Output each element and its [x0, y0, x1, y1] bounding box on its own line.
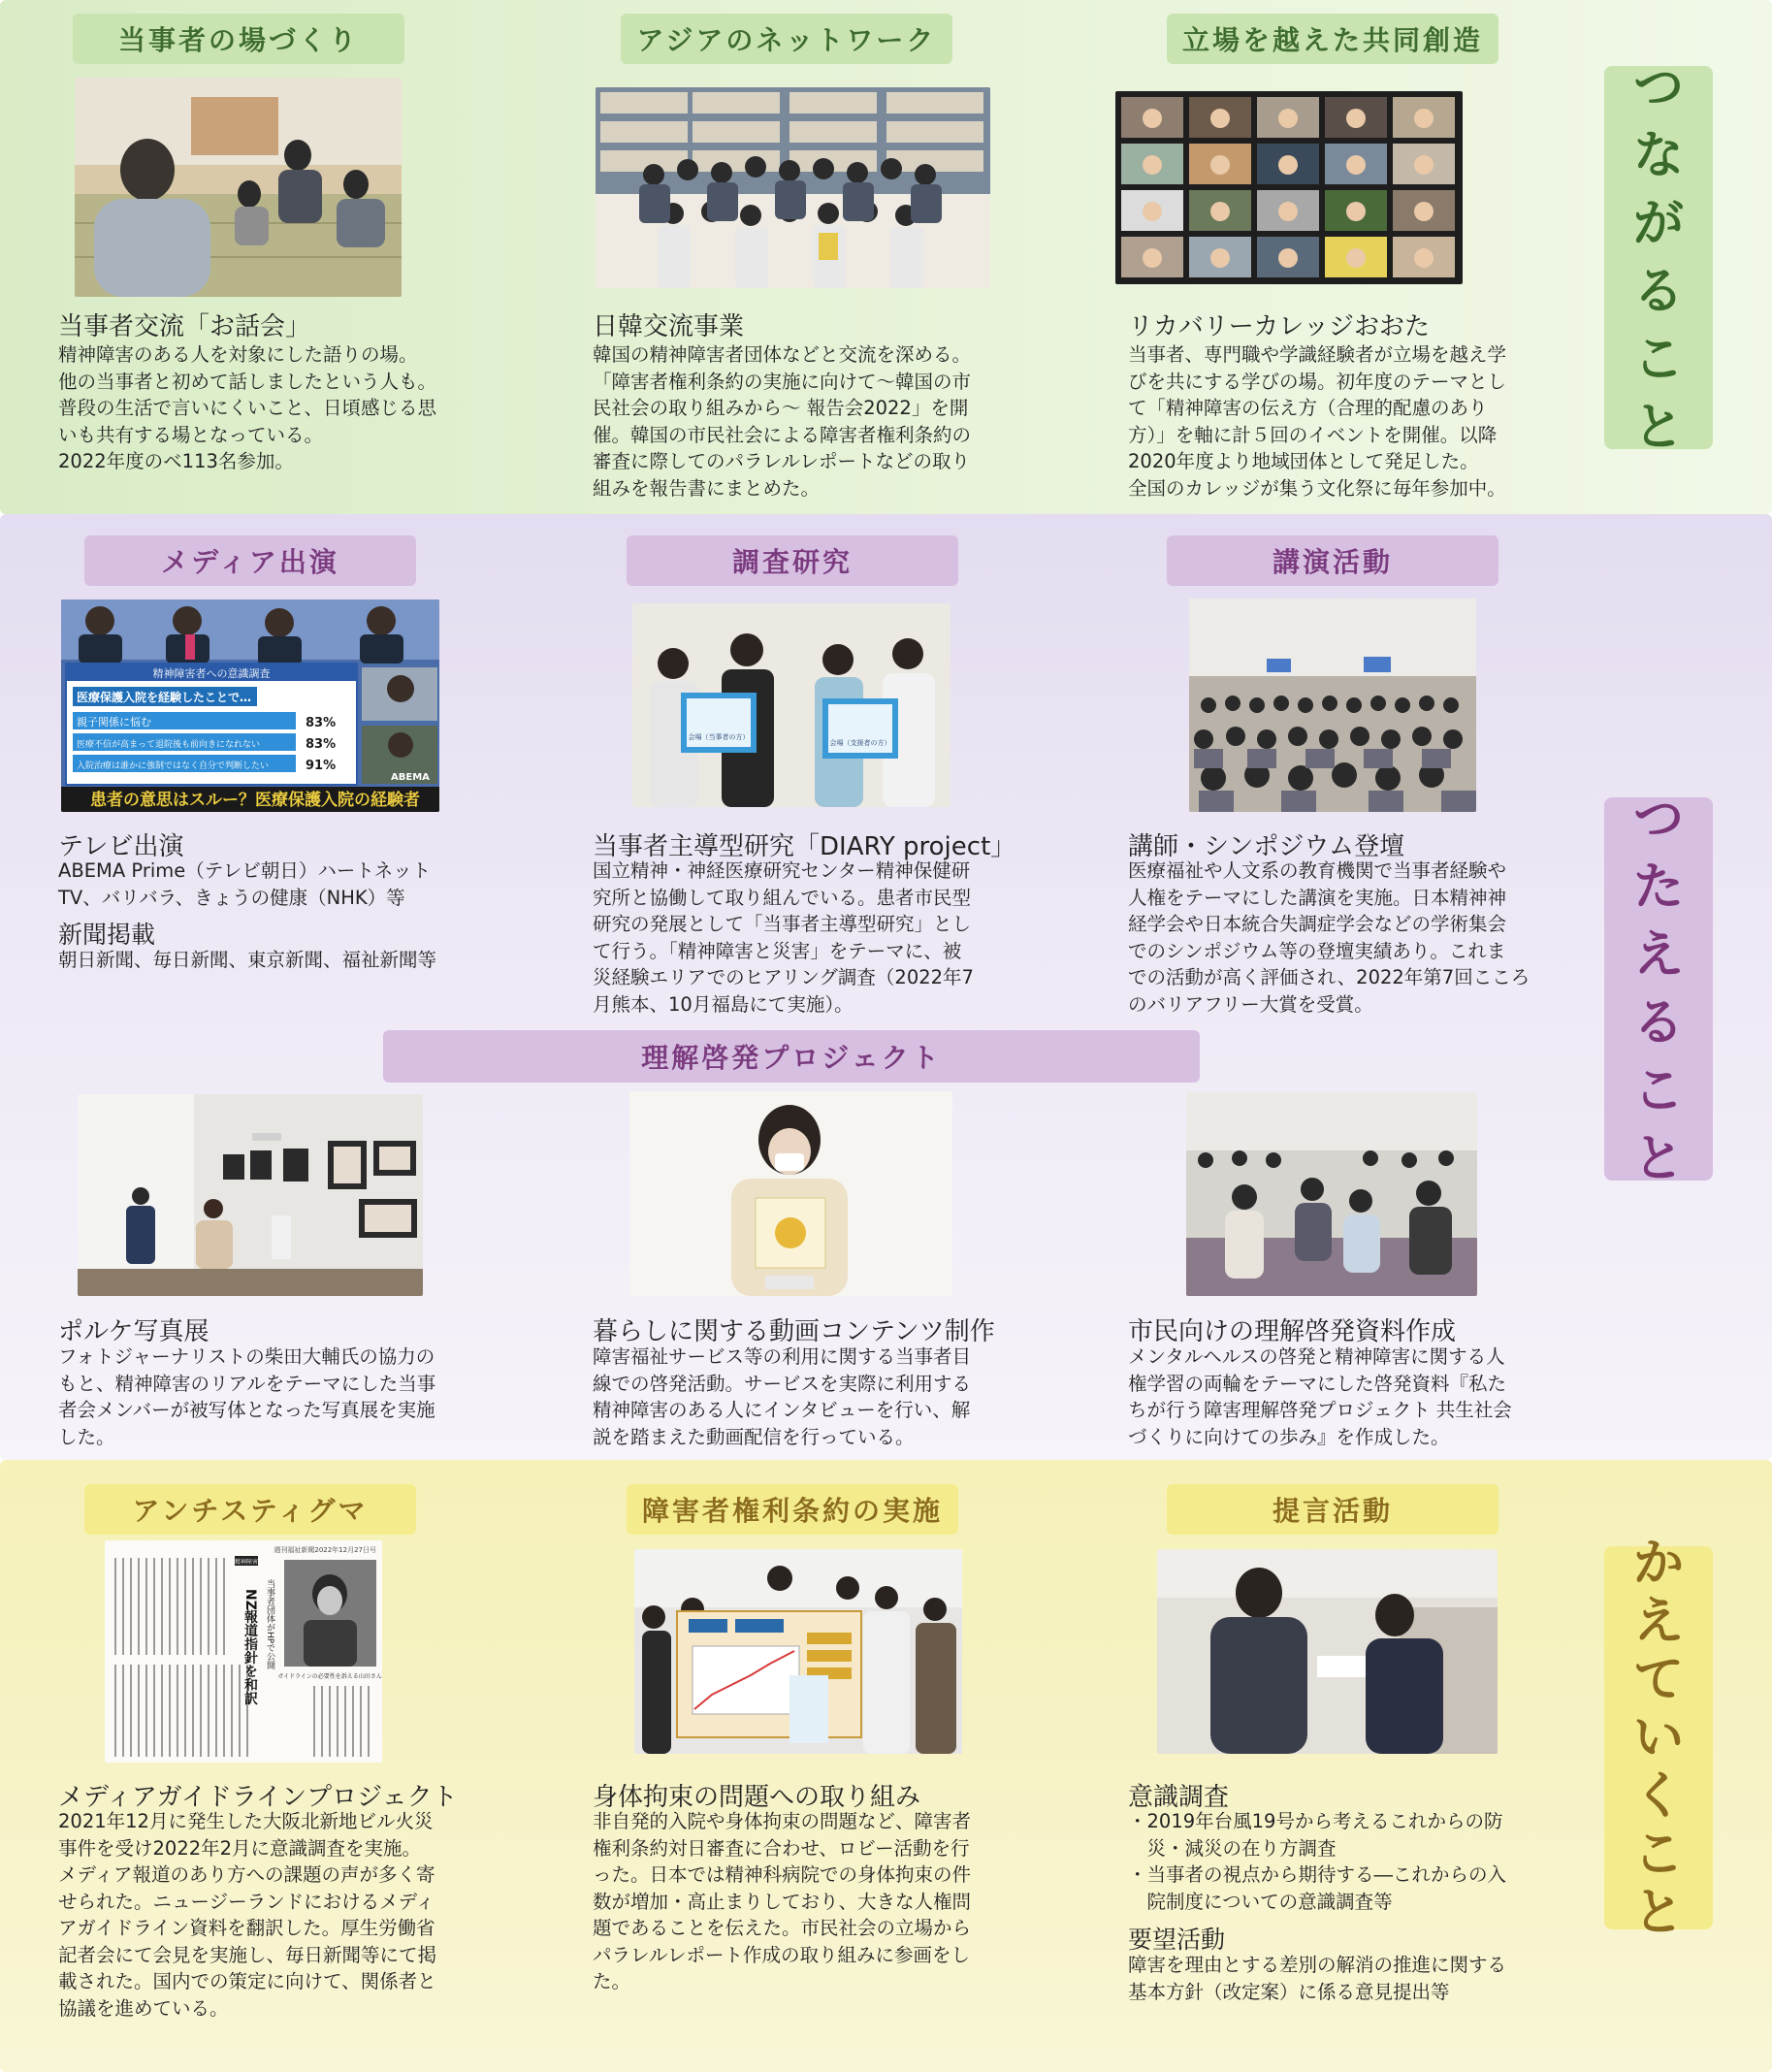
tv-panel-title: 精神障害者への意識調査 [152, 667, 271, 680]
header-awareness-project: 理解啓発プロジェクト [383, 1030, 1200, 1083]
header-peer-space: 当事者の場づくり [73, 14, 404, 64]
tv-row-3-value: 91% [306, 759, 337, 773]
header-anti-stigma: アンチスティグマ [84, 1484, 416, 1535]
title-requests: 要望活動 [1128, 1926, 1226, 1954]
body-diary-project: 国立精神・神経医療研究センター精神保健研 究所と協働して取り組んでいる。患者市民型 研究の発展として「当事者主導型研究」とし て行う。「精神障害と災害」をテーマに、被 災経験エリアでのヒアリング調査（2022年7 月熊本、10月福島にて実施）。 [593, 859, 974, 1016]
tv-logo: ABEMA [391, 772, 430, 783]
body-media-guideline: 2021年12月に発生した大阪北新地ビル火災 事件を受け2022年2月に意識調査を実施。 メディア報道のあり方への課題の声が多く寄 せられた。ニュージーランドにおけるメディ アガイドライン資料を翻訳した。厚生労働省 記者会にて会見を実施し、毎日新聞等にて掲 載された。国内での策定に向けて、関係者と 協議を進めている。 [58, 1810, 437, 2020]
news-subhead: 当事者団体がHPで公開 [265, 1579, 274, 1670]
header-media: メディア出演 [84, 535, 416, 586]
news-caption: ガイドラインの必要性を訴える山田さん [277, 1673, 382, 1680]
body-requests: 障害を理由とする差別の解消の推進に関する 基本方針（改定案）に係る意見提出等 [1128, 1954, 1507, 2003]
body-restraint: 非自発的入院や身体拘束の問題など、障害者 権利条約対日審査に合わせ、ロビー活動を行 った。日本では精神科病院での身体拘束の件 数が増加・高止まりしており、大きな人権問 題であることを伝えた。市民社会の立場から パラレルレポート作成の取り組みに参画をし た。 [593, 1810, 972, 1992]
side-label-convey: つ た え る こ と [1604, 797, 1713, 1181]
header-crpd: 障害者権利条約の実施 [627, 1484, 958, 1535]
header-co-creation: 立場を越えた共同創造 [1167, 14, 1498, 64]
body-awareness-material: メンタルヘルスの啓発と精神障害に関する人 権学習の両輪をテーマにした啓発資料『私た ちが行う障害理解啓発プロジェクト 共生社会 づくりに向けての歩み』を作成した。 [1128, 1345, 1512, 1448]
body-peer-talk: 精神障害のある人を対象にした語りの場。 他の当事者と初めて話しましたという人も。 普段の生活で言いにくいこと、日頃感じる思 いも共有する場となっている。 2022年度のベ113名参加。 [58, 343, 437, 472]
tv-ticker: 患者の意思はスルー？医療保護入院の経験者 [90, 791, 420, 810]
photo-newspaper-clipping [105, 1540, 382, 1763]
body-video-content: 障害福祉サービス等の利用に関する当事者目 線での啓発活動。サービスを実際に利用する 精神障害のある人にインタビューを行い、解 説を踏まえた動画配信を行っている。 [593, 1345, 972, 1448]
title-newspaper: 新聞掲載 [58, 921, 156, 949]
tv-row-1-value: 83% [306, 716, 337, 730]
header-lectures: 講演活動 [1167, 535, 1498, 586]
photo-online-meeting [1115, 91, 1463, 284]
body-lecturer: 医療福祉や人文系の教育機関で当事者経験や 人権をテーマにした講演を実施。日本精神神 経学会や日本統合失調症学会などの学術集会 でのシンポジウム等の登壇実績あり。これま での活動が高く評価され、2022年第7回こころ のバリアフリー大賞を受賞。 [1128, 859, 1530, 1016]
title-awareness-material: 市民向けの理解啓発資料作成 [1128, 1317, 1457, 1346]
body-tv: ABEMA Prime（テレビ朝日）ハートネット TV、バリバラ、きょうの健康（NHK）等 [58, 859, 432, 909]
title-lecturer: 講師・シンポジウム登壇 [1128, 832, 1405, 861]
header-asia-network: アジアのネットワーク [621, 14, 952, 64]
sign-right: 会場（支援者の方） [829, 739, 891, 747]
tv-question: 医療保護入院を経験したことで… [77, 691, 252, 704]
photo-video-production [629, 1091, 952, 1296]
photo-japan-korea-group [596, 87, 990, 288]
title-peer-talk: 当事者交流「お話会」 [58, 312, 311, 341]
header-research: 調査研究 [627, 535, 958, 586]
news-section: 精神障害 [234, 1559, 259, 1566]
photo-peer-meeting [75, 78, 402, 297]
news-header: 週刊福祉新聞2022年12月27日号 [274, 1546, 376, 1554]
title-tv: テレビ出演 [58, 832, 184, 861]
photo-tv-appearance [61, 599, 439, 812]
photo-gallery [78, 1094, 423, 1296]
title-survey: 意識調査 [1128, 1783, 1230, 1812]
body-japan-korea: 韓国の精神障害者団体などと交流を深める。 「障害者権利条約の実施に向けて〜韓国の市 民社会の取り組みから〜 報告会2022」を開 催。韓国の市民社会による障害者権利条約の 審査に際してのパラレルレポートなどの取り 組みを報告書にまとめた。 [593, 343, 972, 500]
sign-left: 会場（当事者の方） [688, 733, 750, 741]
title-photo-exhibit: ポルケ写真展 [58, 1317, 209, 1346]
photo-advocacy-handover [1157, 1549, 1498, 1754]
body-photo-exhibit: フォトジャーナリストの柴田大輔氏の協力の もと、精神障害のリアルをテーマにした当事 者会メンバーが被写体となった写真展を実施 した。 [58, 1345, 436, 1448]
title-media-guideline: メディアガイドラインプロジェクト [58, 1783, 458, 1812]
tv-row-3-label: 入院治療は誰かに強制ではなく自分で判断したい [77, 761, 270, 771]
photo-workshop [1186, 1092, 1477, 1296]
title-video-content: 暮らしに関する動画コンテンツ制作 [593, 1317, 995, 1346]
header-advocacy: 提言活動 [1167, 1484, 1498, 1535]
photo-research-team [632, 603, 950, 807]
side-label-change: か え て い く こ と [1604, 1546, 1713, 1929]
tv-row-1-label: 親子関係に悩む [77, 716, 151, 728]
news-headline: NZ報道指針を和訳 [242, 1589, 258, 1705]
body-newspaper: 朝日新聞、毎日新聞、東京新聞、福祉新聞等 [58, 949, 437, 971]
body-survey: ・2019年台風19号から考えるこれからの防 災・減災の在り方調査 ・当事者の視点から期待する―これからの入 院制度についての意識調査等 [1128, 1810, 1507, 1913]
tv-row-2-label: 医療不信が高まって退院後も前向きになれない [77, 740, 261, 750]
photo-lecture-hall [1189, 599, 1476, 812]
title-diary-project: 当事者主導型研究「DIARY project」 [593, 832, 1016, 861]
side-label-connect: つ な が る こ と [1604, 66, 1713, 449]
title-restraint: 身体拘束の問題への取り組み [593, 1783, 921, 1812]
body-recovery-college: 当事者、専門職や学識経験者が立場を越え学 びを共にする学びの場。初年度のテーマとし て「精神障害の伝え方（合理的配慮のあり 方）」を軸に計５回のイベントを開催。以降 2020年度より地域団体として発足した。 全国のカレッジが集う文化祭に毎年参加中。 [1128, 343, 1507, 500]
tv-row-2-value: 83% [306, 737, 337, 752]
title-japan-korea: 日韓交流事業 [593, 312, 745, 341]
photo-crpd-group [634, 1549, 962, 1754]
title-recovery-college: リカバリーカレッジおおた [1128, 312, 1430, 341]
